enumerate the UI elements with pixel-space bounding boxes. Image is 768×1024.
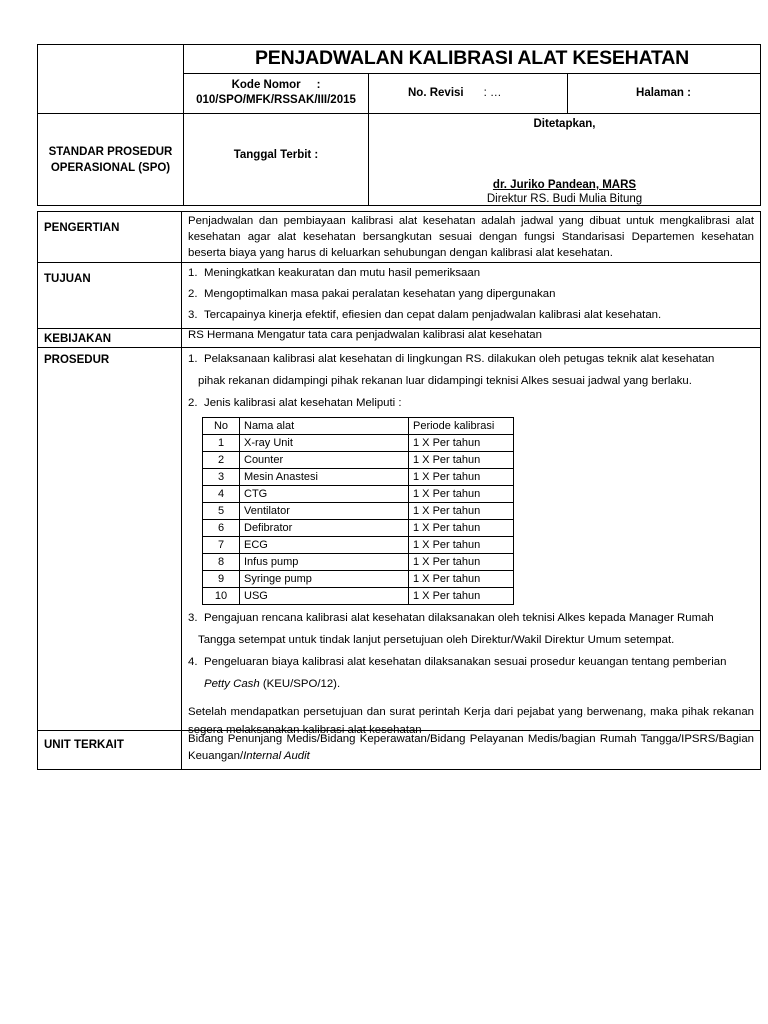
halaman: Halaman :	[636, 87, 691, 99]
unit-text	[182, 731, 760, 769]
list-item: 2. Mengoptimalkan masa pakai peralatan kesehatan yang dipergunakan	[188, 288, 556, 300]
table-header-row	[203, 418, 514, 435]
internal-audit: Internal Audit	[243, 750, 310, 762]
section-pengertian	[38, 212, 760, 262]
table-header-cell: No	[203, 418, 240, 435]
tanggal-terbit: Tanggal Terbit :	[233, 149, 319, 161]
signer-name: dr. Juriko Pandean, MARS	[492, 179, 637, 191]
unit-list: Bidang Penunjang Medis/Bidang Keperawatan/Bidang Pelayanan Medis/bagian Rumah Tangga/IPSRS/Bagian Keuangan/	[188, 733, 754, 762]
list-item-continuation: Tangga setempat untuk tindak lanjut persetujuan oleh Direktur/Wakil Direktur Umum setempat.	[198, 634, 675, 646]
section-kebijakan	[38, 328, 760, 347]
table-header-cell: Periode kalibrasi	[409, 418, 514, 435]
list-item: 2. Jenis kalibrasi alat kesehatan Meliputi :	[188, 397, 402, 409]
document-title: PENJADWALAN KALIBRASI ALAT KESEHATAN	[254, 47, 690, 69]
table-row: 7 ECG 1 X Per tahun	[203, 537, 514, 554]
table-row: 10 USG 1 X Per tahun	[203, 588, 514, 605]
kebijakan-text: RS Hermana Mengatur tata cara penjadwalan kalibrasi alat kesehatan	[188, 329, 542, 341]
document-body	[37, 211, 761, 770]
signer-title: Direktur RS. Budi Mulia Bitung	[486, 193, 643, 205]
section-label: UNIT TERKAIT	[38, 731, 182, 769]
list-item-continuation: pihak rekanan didampingi pihak rekanan luar didampingi teknisi Alkes sesuai jadwal yang berlaku.	[198, 375, 692, 387]
list-item: 1. Meningkatkan keakuratan dan mutu hasil pemeriksaan	[188, 267, 481, 279]
table-row: 2 Counter 1 X Per tahun	[203, 452, 514, 469]
list-item: 1. Pelaksanaan kalibrasi alat kesehatan di lingkungan RS. dilakukan oleh petugas teknik alat kesehatan	[188, 353, 715, 365]
list-item: 3. Pengajuan rencana kalibrasi alat kesehatan dilaksanakan oleh teknisi Alkes kepada Manager Rumah	[188, 612, 714, 624]
revisi-value: : …	[483, 87, 502, 99]
kode-nomor	[184, 78, 368, 108]
list-item: 4. Pengeluaran biaya kalibrasi alat kesehatan dilaksanakan sesuai prosedur keuangan tentang pemberian	[188, 656, 727, 668]
signer-block	[369, 178, 760, 206]
spo-document	[37, 44, 761, 770]
section-unit-terkait	[38, 730, 760, 769]
closing-paragraph: Setelah mendapatkan persetujuan dan surat perintah Kerja dari pejabat yang berwenang, maka pihak rekanan segera melaksanakan kalibrasi alat kesehatan	[188, 706, 754, 736]
table-row: 4 CTG 1 X Per tahun	[203, 486, 514, 503]
section-label: PENGERTIAN	[38, 212, 182, 262]
petty-cash-text: Petty Cash	[204, 678, 260, 690]
table-row: 5 Ventilator 1 X Per tahun	[203, 503, 514, 520]
spo-label	[38, 144, 183, 176]
section-prosedur	[38, 347, 760, 736]
table-row: 3 Mesin Anastesi 1 X Per tahun	[203, 469, 514, 486]
table-header-cell: Nama alat	[240, 418, 409, 435]
kode-label: Kode Nomor :	[231, 79, 321, 91]
kode-value: 010/SPO/MFK/RSSAK/III/2015	[196, 94, 356, 106]
table-row: 1 X-ray Unit 1 X Per tahun	[203, 435, 514, 452]
ditetapkan: Ditetapkan,	[533, 118, 596, 130]
alat-table	[202, 417, 514, 605]
section-tujuan	[38, 262, 760, 328]
no-revisi	[408, 87, 502, 99]
table-row: 6 Defibrator 1 X Per tahun	[203, 520, 514, 537]
list-item-continuation	[188, 673, 754, 695]
list-item: 3. Tercapainya kinerja efektif, efiesien dan cepat dalam penjadwalan kalibrasi alat kesehatan.	[188, 309, 662, 321]
section-label: PROSEDUR	[38, 348, 182, 730]
spo-line-2: OPERASIONAL (SPO)	[50, 162, 171, 174]
section-label: KEBIJAKAN	[38, 329, 182, 347]
revisi-label: No. Revisi	[408, 87, 464, 99]
document-header	[37, 44, 761, 206]
section-label: TUJUAN	[38, 263, 182, 328]
keu-ref: (KEU/SPO/12).	[259, 678, 341, 690]
pengertian-text: Penjadwalan dan pembiayaan kalibrasi alat kesehatan adalah jadwal yang dibuat untuk mengkalibrasi alat kesehatan agar alat kesehatan bersangkutan sesuai dengan fungsi Standarisasi Departemen kesehatan beserta biaya yang harus di keluarkan sehubungan dengan kalibrasi alat kesehatan.	[188, 215, 754, 259]
spo-line-1: STANDAR PROSEDUR	[48, 146, 173, 158]
table-row: 9 Syringe pump 1 X Per tahun	[203, 571, 514, 588]
table-row: 8 Infus pump 1 X Per tahun	[203, 554, 514, 571]
